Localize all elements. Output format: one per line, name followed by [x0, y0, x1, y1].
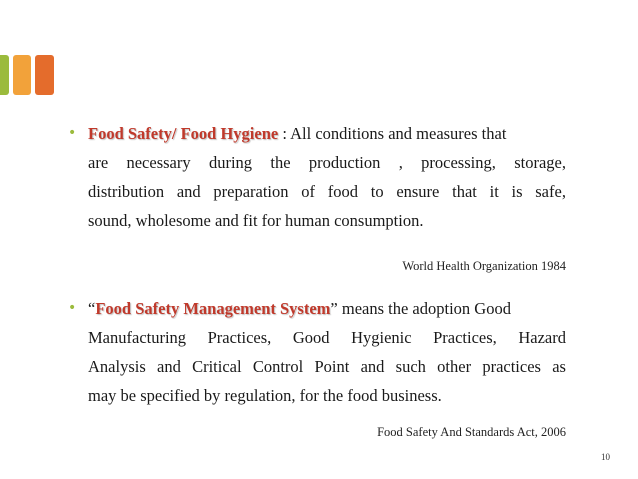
definition-line: [68, 148, 566, 177]
word: Hazard: [518, 328, 566, 347]
word: Practices,: [433, 328, 497, 347]
word: practices: [482, 357, 541, 376]
word: and: [360, 357, 385, 376]
definition-line: may be specified by regulation, for the food business.: [88, 386, 442, 405]
word: processing,: [421, 153, 496, 172]
word: Critical: [192, 357, 242, 376]
definition-line: [68, 119, 566, 148]
word: Good: [292, 328, 330, 347]
word: of: [301, 182, 316, 201]
definition-line: [68, 177, 566, 206]
definition-line: [68, 352, 566, 381]
decorative-bar-dark-orange: [35, 55, 54, 95]
word: ensure: [396, 182, 440, 201]
word: distribution: [88, 182, 165, 201]
citation-fssa: Food Safety And Standards Act, 2006: [377, 425, 566, 439]
word: the: [270, 153, 291, 172]
definition-food-safety: [68, 119, 566, 235]
word: ,: [398, 153, 403, 172]
citation-who: World Health Organization 1984: [402, 259, 566, 273]
bullet-icon: •: [68, 125, 77, 141]
definition-line: [68, 294, 566, 323]
word: production: [308, 153, 381, 172]
word: Point: [314, 357, 350, 376]
defined-term: Food Safety/ Food Hygiene: [88, 124, 279, 143]
page-number: 10: [601, 452, 610, 462]
word: Practices,: [207, 328, 272, 347]
decorative-bar-green: [0, 55, 9, 95]
word: such: [395, 357, 426, 376]
word: storage,: [514, 153, 566, 172]
word: to: [370, 182, 384, 201]
decorative-bar-orange: [13, 55, 31, 95]
open-quote: “: [88, 299, 96, 318]
word: and: [176, 182, 201, 201]
bullet-icon: •: [68, 300, 77, 316]
word: Manufacturing: [88, 328, 187, 347]
word: as: [552, 357, 566, 376]
word: Hygienic: [351, 328, 412, 347]
word: food: [327, 182, 358, 201]
word: during: [208, 153, 253, 172]
definition-text: ” means the adoption Good: [330, 299, 511, 318]
word: and: [157, 357, 181, 376]
word: that: [452, 182, 477, 201]
definition-line: [68, 323, 566, 352]
word: preparation: [213, 182, 289, 201]
word: other: [437, 357, 472, 376]
word: is: [511, 182, 523, 201]
word: it: [489, 182, 499, 201]
word: safe,: [535, 182, 566, 201]
word: necessary: [126, 153, 191, 172]
word: are: [88, 153, 109, 172]
definition-text: : All conditions and measures that: [278, 124, 507, 143]
word: Analysis: [88, 357, 146, 376]
word: Control: [252, 357, 304, 376]
defined-term: Food Safety Management System: [95, 299, 331, 318]
definition-line: sound, wholesome and fit for human consumption.: [88, 211, 424, 230]
definition-fsms: [68, 294, 566, 410]
